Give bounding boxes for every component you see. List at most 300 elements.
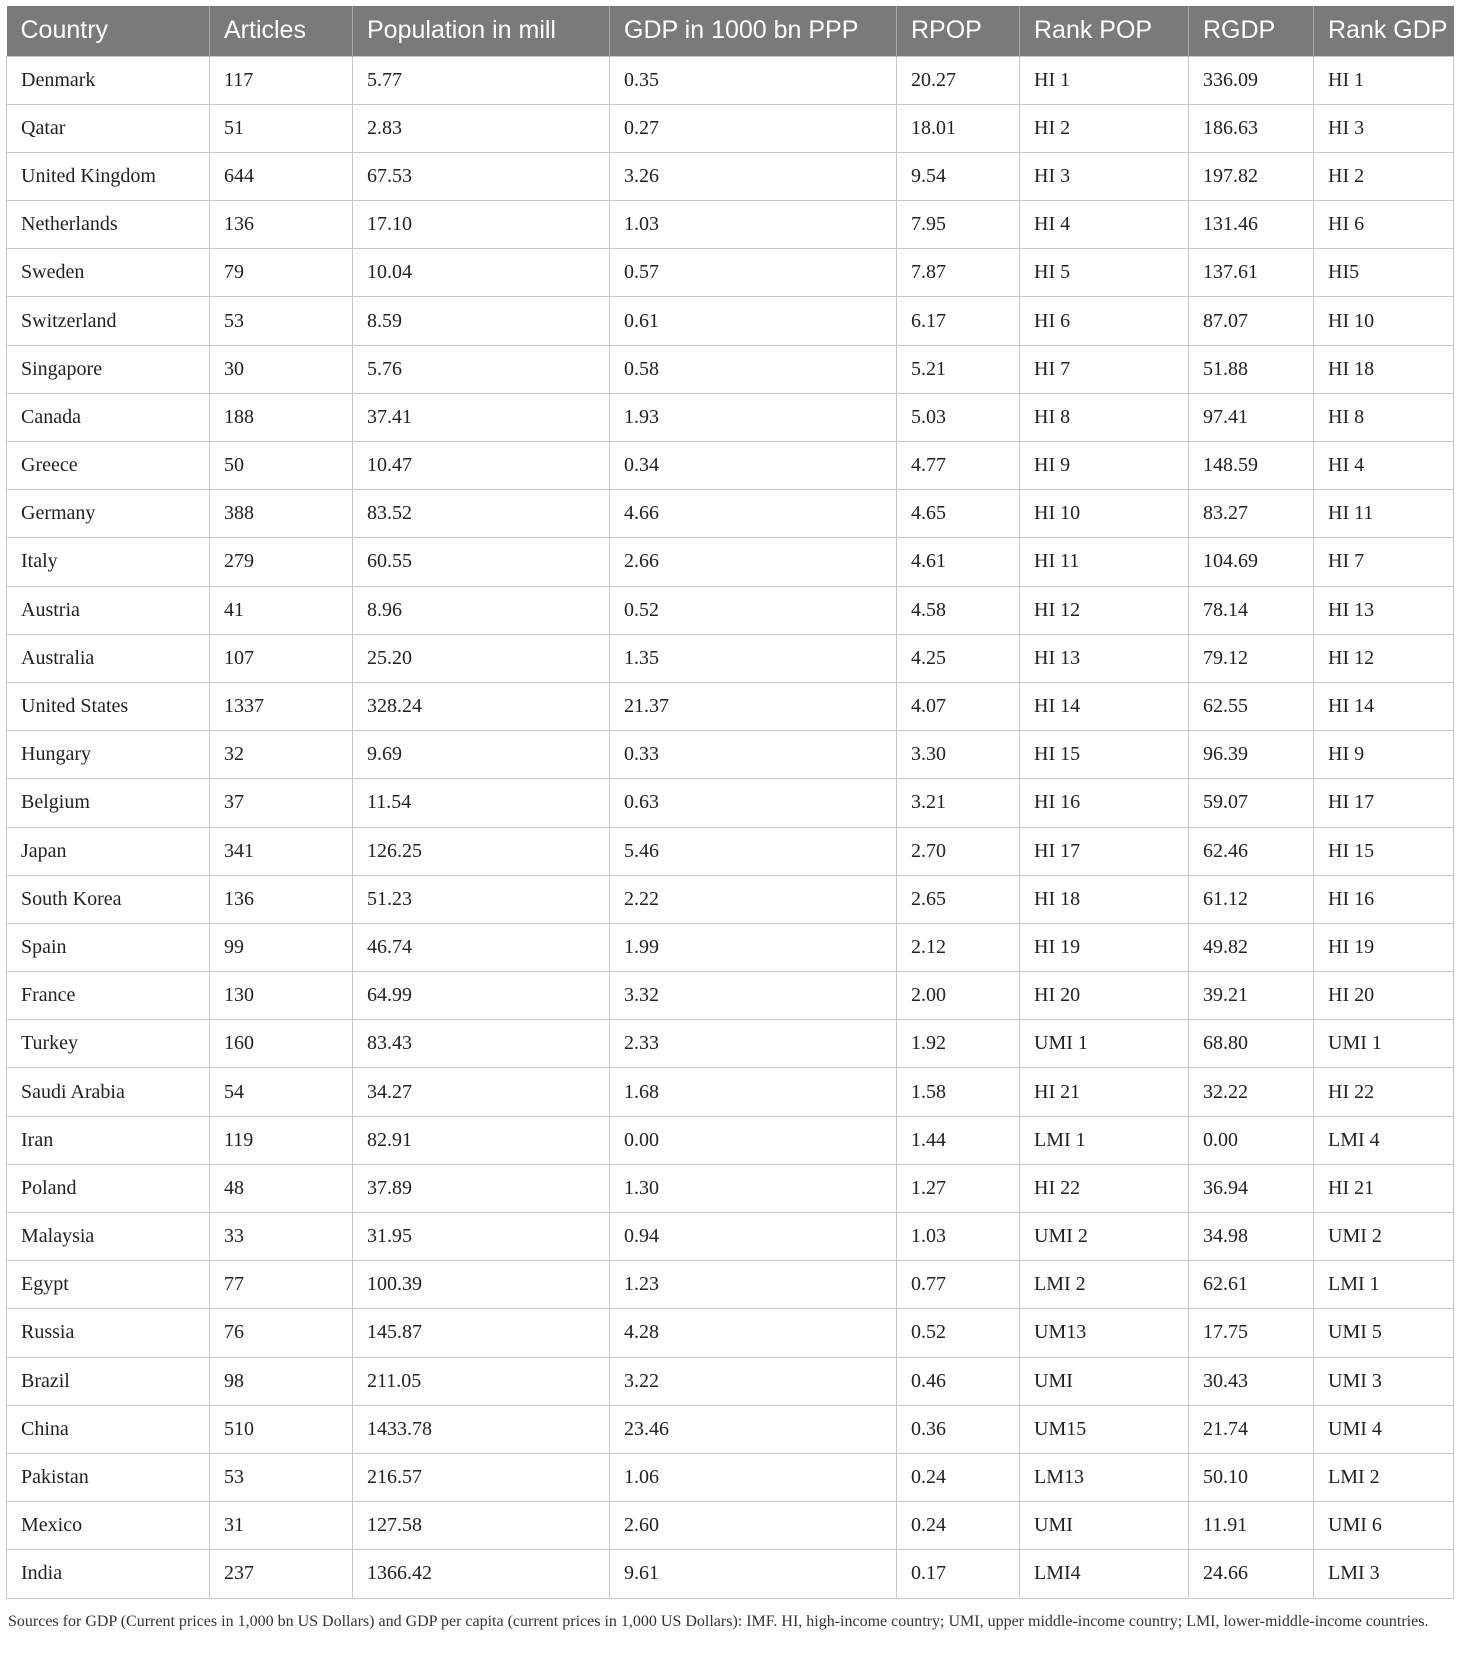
table-cell: 61.12 (1189, 875, 1314, 923)
table-cell: 48 (210, 1164, 353, 1212)
table-row (7, 1309, 1454, 1357)
table-cell: 10.04 (353, 249, 610, 297)
table-cell: 0.24 (897, 1453, 1020, 1501)
table-cell: HI 14 (1314, 682, 1454, 730)
table-cell: HI 3 (1020, 152, 1189, 200)
country-data-table (6, 6, 1454, 1599)
table-cell: HI 19 (1020, 923, 1189, 971)
table-cell: 62.55 (1189, 682, 1314, 730)
column-header: RGDP (1189, 6, 1314, 56)
table-cell: 62.61 (1189, 1261, 1314, 1309)
table-cell: UM15 (1020, 1405, 1189, 1453)
table-cell: 104.69 (1189, 538, 1314, 586)
table-cell: 510 (210, 1405, 353, 1453)
table-cell: 2.12 (897, 923, 1020, 971)
table-cell: Switzerland (7, 297, 210, 345)
table-cell: HI 12 (1020, 586, 1189, 634)
table-cell: HI 13 (1314, 586, 1454, 634)
table-cell: HI 6 (1020, 297, 1189, 345)
table-cell: 0.34 (610, 442, 897, 490)
table-cell: LMI4 (1020, 1550, 1189, 1598)
table-cell: 5.21 (897, 345, 1020, 393)
table-cell: 130 (210, 972, 353, 1020)
table-cell: UMI (1020, 1502, 1189, 1550)
table-cell: Netherlands (7, 201, 210, 249)
table-cell: 60.55 (353, 538, 610, 586)
table-cell: Turkey (7, 1020, 210, 1068)
table-cell: HI 12 (1314, 634, 1454, 682)
table-cell: 107 (210, 634, 353, 682)
table-cell: 46.74 (353, 923, 610, 971)
table-cell: 62.46 (1189, 827, 1314, 875)
table-cell: 4.58 (897, 586, 1020, 634)
table-cell: UMI 1 (1020, 1020, 1189, 1068)
table-cell: 54 (210, 1068, 353, 1116)
table-cell: 9.54 (897, 152, 1020, 200)
table-cell: UMI 1 (1314, 1020, 1454, 1068)
table-cell: 10.47 (353, 442, 610, 490)
table-cell: HI 19 (1314, 923, 1454, 971)
table-cell: 7.87 (897, 249, 1020, 297)
table-cell: 1.99 (610, 923, 897, 971)
table-cell: 0.35 (610, 56, 897, 104)
table-cell: 0.27 (610, 104, 897, 152)
table-cell: 32 (210, 731, 353, 779)
table-cell: HI 13 (1020, 634, 1189, 682)
table-cell: 237 (210, 1550, 353, 1598)
table-cell: 33 (210, 1213, 353, 1261)
table-cell: 1.58 (897, 1068, 1020, 1116)
table-cell: 0.61 (610, 297, 897, 345)
table-cell: China (7, 1405, 210, 1453)
table-cell: UMI 4 (1314, 1405, 1454, 1453)
table-cell: 6.17 (897, 297, 1020, 345)
table-cell: 31.95 (353, 1213, 610, 1261)
table-cell: 9.69 (353, 731, 610, 779)
table-cell: 1.92 (897, 1020, 1020, 1068)
table-cell: 341 (210, 827, 353, 875)
table-cell: 148.59 (1189, 442, 1314, 490)
table-cell: 1366.42 (353, 1550, 610, 1598)
table-cell: 53 (210, 297, 353, 345)
table-cell: 30.43 (1189, 1357, 1314, 1405)
table-cell: 644 (210, 152, 353, 200)
table-row (7, 1502, 1454, 1550)
table-cell: 117 (210, 56, 353, 104)
table-cell: 4.25 (897, 634, 1020, 682)
table-cell: 34.98 (1189, 1213, 1314, 1261)
table-cell: Australia (7, 634, 210, 682)
table-cell: 87.07 (1189, 297, 1314, 345)
table-row (7, 201, 1454, 249)
table-cell: 188 (210, 393, 353, 441)
table-cell: HI 17 (1314, 779, 1454, 827)
table-cell: HI 21 (1314, 1164, 1454, 1212)
table-row (7, 345, 1454, 393)
table-row (7, 393, 1454, 441)
table-cell: 96.39 (1189, 731, 1314, 779)
table-cell: 136 (210, 201, 353, 249)
table-cell: Qatar (7, 104, 210, 152)
table-row (7, 923, 1454, 971)
table-cell: 34.27 (353, 1068, 610, 1116)
table-cell: France (7, 972, 210, 1020)
table-cell: 1337 (210, 682, 353, 730)
table-cell: 4.61 (897, 538, 1020, 586)
table-cell: 79 (210, 249, 353, 297)
table-cell: 23.46 (610, 1405, 897, 1453)
table-cell: 68.80 (1189, 1020, 1314, 1068)
table-cell: 3.32 (610, 972, 897, 1020)
table-row (7, 1357, 1454, 1405)
table-footnote: Sources for GDP (Current prices in 1,000 bn US Dollars) and GDP per capita (current prices in 1,000 US Dollars): IMF. HI, high-income country; UMI, upper middle-income country; LMI, lower-middle-income countries. (8, 1613, 1429, 1630)
data-table-container (6, 6, 1453, 1599)
table-cell: HI 15 (1020, 731, 1189, 779)
table-cell: 131.46 (1189, 201, 1314, 249)
table-cell: 18.01 (897, 104, 1020, 152)
table-cell: 1433.78 (353, 1405, 610, 1453)
table-cell: 5.03 (897, 393, 1020, 441)
table-row (7, 875, 1454, 923)
table-cell: 0.94 (610, 1213, 897, 1261)
table-cell: 2.00 (897, 972, 1020, 1020)
column-header: GDP in 1000 bn PPP (610, 6, 897, 56)
table-cell: 0.24 (897, 1502, 1020, 1550)
table-cell: 1.35 (610, 634, 897, 682)
table-cell: HI 4 (1314, 442, 1454, 490)
table-cell: 21.37 (610, 682, 897, 730)
table-cell: 50.10 (1189, 1453, 1314, 1501)
table-cell: 5.76 (353, 345, 610, 393)
table-cell: HI 20 (1314, 972, 1454, 1020)
table-cell: 4.07 (897, 682, 1020, 730)
table-cell: UMI 3 (1314, 1357, 1454, 1405)
table-cell: 2.83 (353, 104, 610, 152)
table-cell: 37.41 (353, 393, 610, 441)
table-cell: 137.61 (1189, 249, 1314, 297)
table-cell: 37.89 (353, 1164, 610, 1212)
table-cell: 0.17 (897, 1550, 1020, 1598)
table-cell: Singapore (7, 345, 210, 393)
table-cell: Iran (7, 1116, 210, 1164)
table-cell: 51.23 (353, 875, 610, 923)
table-cell: 76 (210, 1309, 353, 1357)
table-cell: Belgium (7, 779, 210, 827)
table-cell: HI 16 (1020, 779, 1189, 827)
table-cell: 3.21 (897, 779, 1020, 827)
table-cell: HI 8 (1020, 393, 1189, 441)
table-cell: 197.82 (1189, 152, 1314, 200)
table-cell: 0.52 (610, 586, 897, 634)
table-cell: Austria (7, 586, 210, 634)
table-row (7, 1453, 1454, 1501)
table-cell: 32.22 (1189, 1068, 1314, 1116)
table-cell: 1.03 (897, 1213, 1020, 1261)
table-cell: HI 6 (1314, 201, 1454, 249)
table-cell: HI 2 (1020, 104, 1189, 152)
table-cell: 2.33 (610, 1020, 897, 1068)
table-cell: 2.65 (897, 875, 1020, 923)
table-cell: 17.10 (353, 201, 610, 249)
table-cell: 67.53 (353, 152, 610, 200)
table-cell: HI 5 (1020, 249, 1189, 297)
table-cell: 100.39 (353, 1261, 610, 1309)
table-cell: HI5 (1314, 249, 1454, 297)
table-cell: 4.66 (610, 490, 897, 538)
table-cell: 24.66 (1189, 1550, 1314, 1598)
column-header: Rank GDP (1314, 6, 1454, 56)
table-cell: 17.75 (1189, 1309, 1314, 1357)
table-cell: HI 4 (1020, 201, 1189, 249)
table-cell: UMI 2 (1314, 1213, 1454, 1261)
table-row (7, 1020, 1454, 1068)
table-row (7, 297, 1454, 345)
table-row (7, 586, 1454, 634)
table-cell: HI 16 (1314, 875, 1454, 923)
table-cell: 127.58 (353, 1502, 610, 1550)
table-cell: 4.65 (897, 490, 1020, 538)
table-cell: Mexico (7, 1502, 210, 1550)
table-row (7, 1405, 1454, 1453)
table-cell: Egypt (7, 1261, 210, 1309)
column-header: Articles (210, 6, 353, 56)
table-cell: Sweden (7, 249, 210, 297)
table-row (7, 490, 1454, 538)
table-cell: HI 2 (1314, 152, 1454, 200)
table-cell: 1.27 (897, 1164, 1020, 1212)
table-cell: HI 22 (1020, 1164, 1189, 1212)
table-cell: 279 (210, 538, 353, 586)
table-cell: Malaysia (7, 1213, 210, 1261)
column-header: Country (7, 6, 210, 56)
table-cell: 3.30 (897, 731, 1020, 779)
table-row (7, 442, 1454, 490)
table-cell: 3.26 (610, 152, 897, 200)
table-cell: 25.20 (353, 634, 610, 682)
table-cell: 83.43 (353, 1020, 610, 1068)
table-cell: 20.27 (897, 56, 1020, 104)
table-cell: 11.91 (1189, 1502, 1314, 1550)
table-cell: HI 17 (1020, 827, 1189, 875)
table-cell: 49.82 (1189, 923, 1314, 971)
table-cell: 11.54 (353, 779, 610, 827)
table-cell: HI 18 (1314, 345, 1454, 393)
table-row (7, 1116, 1454, 1164)
table-cell: UMI 6 (1314, 1502, 1454, 1550)
table-cell: LMI 3 (1314, 1550, 1454, 1598)
table-cell: 0.33 (610, 731, 897, 779)
table-row (7, 56, 1454, 104)
table-cell: 36.94 (1189, 1164, 1314, 1212)
table-cell: LM13 (1020, 1453, 1189, 1501)
table-cell: United Kingdom (7, 152, 210, 200)
table-cell: Hungary (7, 731, 210, 779)
table-cell: Russia (7, 1309, 210, 1357)
table-cell: 126.25 (353, 827, 610, 875)
table-row (7, 1213, 1454, 1261)
table-cell: 98 (210, 1357, 353, 1405)
table-cell: 64.99 (353, 972, 610, 1020)
table-cell: HI 11 (1020, 538, 1189, 586)
table-cell: 336.09 (1189, 56, 1314, 104)
table-cell: HI 7 (1314, 538, 1454, 586)
table-row (7, 152, 1454, 200)
table-row (7, 972, 1454, 1020)
table-cell: HI 10 (1314, 297, 1454, 345)
table-cell: UM13 (1020, 1309, 1189, 1357)
table-cell: HI 8 (1314, 393, 1454, 441)
table-cell: 41 (210, 586, 353, 634)
table-row (7, 1164, 1454, 1212)
column-header: Population in mill (353, 6, 610, 56)
column-header: RPOP (897, 6, 1020, 56)
table-cell: 5.77 (353, 56, 610, 104)
table-row (7, 538, 1454, 586)
table-cell: 0.00 (610, 1116, 897, 1164)
table-cell: 1.03 (610, 201, 897, 249)
table-cell: HI 18 (1020, 875, 1189, 923)
table-cell: LMI 1 (1020, 1116, 1189, 1164)
table-cell: 99 (210, 923, 353, 971)
table-cell: 77 (210, 1261, 353, 1309)
table-header-row (7, 6, 1454, 56)
table-row (7, 779, 1454, 827)
table-cell: UMI (1020, 1357, 1189, 1405)
table-cell: UMI 5 (1314, 1309, 1454, 1357)
table-cell: 1.44 (897, 1116, 1020, 1164)
table-cell: 37 (210, 779, 353, 827)
table-cell: 83.52 (353, 490, 610, 538)
table-cell: 0.46 (897, 1357, 1020, 1405)
table-cell: HI 3 (1314, 104, 1454, 152)
table-cell: LMI 2 (1314, 1453, 1454, 1501)
table-cell: HI 22 (1314, 1068, 1454, 1116)
table-cell: UMI 2 (1020, 1213, 1189, 1261)
table-cell: LMI 1 (1314, 1261, 1454, 1309)
table-cell: Germany (7, 490, 210, 538)
table-cell: South Korea (7, 875, 210, 923)
table-cell: 9.61 (610, 1550, 897, 1598)
table-cell: HI 7 (1020, 345, 1189, 393)
table-cell: HI 10 (1020, 490, 1189, 538)
table-cell: 0.63 (610, 779, 897, 827)
table-cell: Brazil (7, 1357, 210, 1405)
table-cell: HI 1 (1314, 56, 1454, 104)
table-cell: 0.77 (897, 1261, 1020, 1309)
table-cell: Saudi Arabia (7, 1068, 210, 1116)
table-row (7, 1261, 1454, 1309)
table-cell: 1.93 (610, 393, 897, 441)
table-cell: Italy (7, 538, 210, 586)
table-cell: 8.96 (353, 586, 610, 634)
table-cell: 51.88 (1189, 345, 1314, 393)
table-cell: Spain (7, 923, 210, 971)
table-cell: HI 9 (1020, 442, 1189, 490)
table-cell: 78.14 (1189, 586, 1314, 634)
table-cell: 136 (210, 875, 353, 923)
table-cell: 216.57 (353, 1453, 610, 1501)
table-cell: 79.12 (1189, 634, 1314, 682)
table-row (7, 1550, 1454, 1598)
table-cell: 2.70 (897, 827, 1020, 875)
table-cell: 2.60 (610, 1502, 897, 1550)
table-cell: 4.28 (610, 1309, 897, 1357)
table-cell: India (7, 1550, 210, 1598)
table-cell: HI 1 (1020, 56, 1189, 104)
table-cell: 83.27 (1189, 490, 1314, 538)
table-cell: HI 9 (1314, 731, 1454, 779)
table-body (7, 56, 1454, 1598)
table-cell: 59.07 (1189, 779, 1314, 827)
table-cell: LMI 4 (1314, 1116, 1454, 1164)
table-cell: Canada (7, 393, 210, 441)
table-cell: 1.68 (610, 1068, 897, 1116)
table-cell: 145.87 (353, 1309, 610, 1357)
table-cell: 53 (210, 1453, 353, 1501)
table-cell: HI 14 (1020, 682, 1189, 730)
table-cell: 4.77 (897, 442, 1020, 490)
table-cell: 97.41 (1189, 393, 1314, 441)
table-cell: 1.23 (610, 1261, 897, 1309)
table-cell: 0.00 (1189, 1116, 1314, 1164)
table-cell: 8.59 (353, 297, 610, 345)
table-cell: 50 (210, 442, 353, 490)
table-cell: 160 (210, 1020, 353, 1068)
table-cell: 1.06 (610, 1453, 897, 1501)
table-row (7, 634, 1454, 682)
table-cell: 0.57 (610, 249, 897, 297)
table-cell: 2.66 (610, 538, 897, 586)
table-cell: 31 (210, 1502, 353, 1550)
table-cell: United States (7, 682, 210, 730)
table-row (7, 827, 1454, 875)
column-header: Rank POP (1020, 6, 1189, 56)
table-cell: Pakistan (7, 1453, 210, 1501)
table-cell: Poland (7, 1164, 210, 1212)
table-row (7, 682, 1454, 730)
table-cell: 30 (210, 345, 353, 393)
table-row (7, 1068, 1454, 1116)
table-cell: 1.30 (610, 1164, 897, 1212)
table-cell: 5.46 (610, 827, 897, 875)
table-cell: Greece (7, 442, 210, 490)
table-row (7, 731, 1454, 779)
table-cell: 7.95 (897, 201, 1020, 249)
table-cell: 328.24 (353, 682, 610, 730)
table-cell: 2.22 (610, 875, 897, 923)
table-cell: 0.36 (897, 1405, 1020, 1453)
table-cell: 0.52 (897, 1309, 1020, 1357)
table-cell: HI 20 (1020, 972, 1189, 1020)
table-row (7, 249, 1454, 297)
table-cell: LMI 2 (1020, 1261, 1189, 1309)
table-cell: 21.74 (1189, 1405, 1314, 1453)
table-cell: 39.21 (1189, 972, 1314, 1020)
table-cell: HI 15 (1314, 827, 1454, 875)
table-cell: 51 (210, 104, 353, 152)
table-cell: 3.22 (610, 1357, 897, 1405)
table-cell: 82.91 (353, 1116, 610, 1164)
table-cell: Denmark (7, 56, 210, 104)
table-cell: Japan (7, 827, 210, 875)
table-cell: HI 21 (1020, 1068, 1189, 1116)
table-cell: 119 (210, 1116, 353, 1164)
table-cell: 388 (210, 490, 353, 538)
table-cell: 186.63 (1189, 104, 1314, 152)
table-row (7, 104, 1454, 152)
table-cell: HI 11 (1314, 490, 1454, 538)
table-cell: 0.58 (610, 345, 897, 393)
